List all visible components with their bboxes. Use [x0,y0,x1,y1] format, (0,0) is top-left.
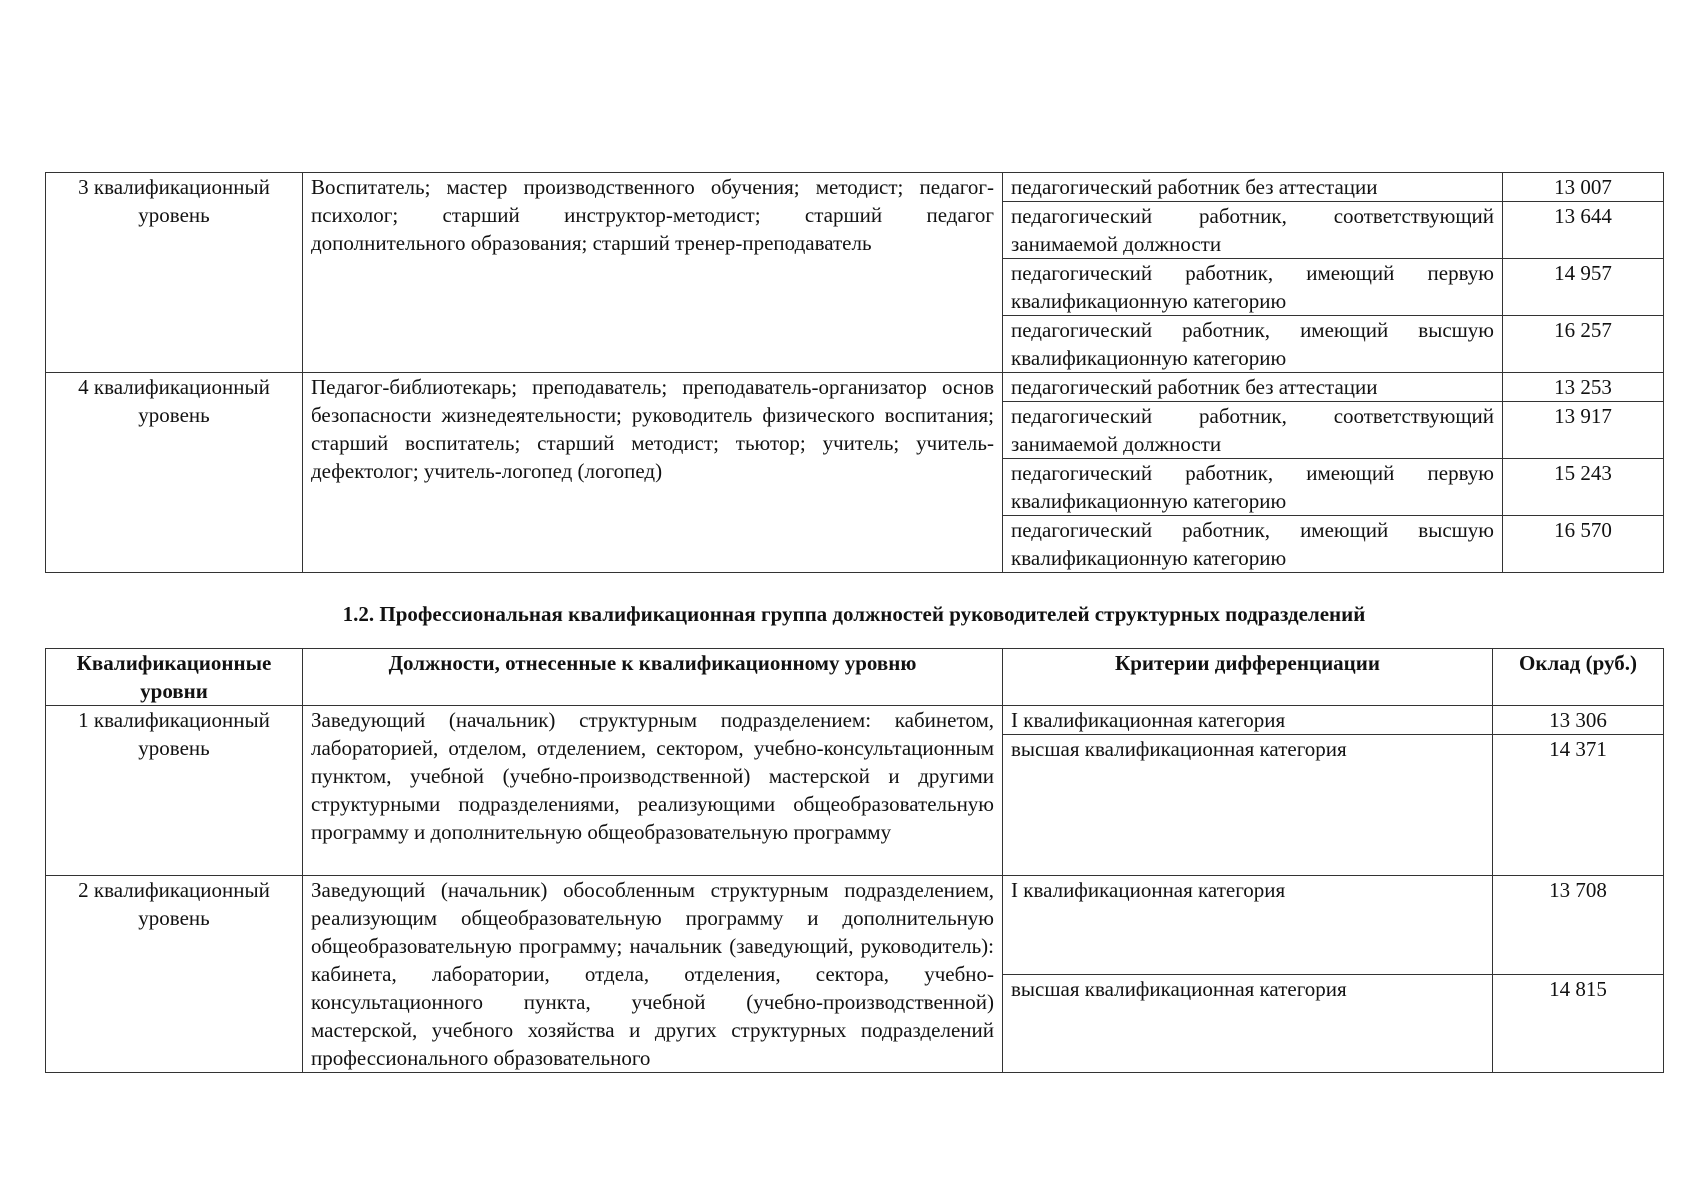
criteria-cell: педагогический работник без аттестации [1003,173,1503,202]
table-row [46,173,1664,202]
header-criteria: Критерии дифференциации [1003,649,1493,706]
salary-cell: 13 306 [1493,706,1664,735]
level-cell: 1 квалификационный уровень [46,706,303,876]
criteria-cell: педагогический работник, соответствующий занимаемой должности [1003,402,1503,459]
salary-cell: 16 570 [1503,516,1664,573]
table-row [46,706,1664,735]
salary-table-continuation [45,172,1664,573]
section-title: 1.2. Профессиональная квалификационная группа должностей руководителей структурных подразделений [342,602,1366,626]
table-row [46,876,1664,975]
salary-cell: 14 957 [1503,259,1664,316]
header-salary: Оклад (руб.) [1493,649,1664,706]
criteria-cell: I квалификационная категория [1003,876,1493,975]
criteria-cell: педагогический работник, имеющий первую квалификационную категорию [1003,459,1503,516]
salary-cell: 13 917 [1503,402,1664,459]
positions-cell: Заведующий (начальник) структурным подразделением: кабинетом, лабораторией, отделом, отделением, сектором, учебно-консультационным пунктом, учебной (учебно-производственной) мастерской и другими структурными подразделениями, реализующими общеобразовательную программу и дополнительную общеобразовательную программу [303,706,1003,876]
table-row [46,373,1664,402]
salary-cell: 13 708 [1493,876,1664,975]
salary-cell: 16 257 [1503,316,1664,373]
criteria-cell: I квалификационная категория [1003,706,1493,735]
salary-table-heads-of-units [45,648,1664,1073]
criteria-cell: высшая квалификационная категория [1003,735,1493,876]
criteria-cell: педагогический работник без аттестации [1003,373,1503,402]
criteria-cell: высшая квалификационная категория [1003,974,1493,1073]
salary-cell: 13 007 [1503,173,1664,202]
salary-cell: 14 815 [1493,974,1664,1073]
header-positions: Должности, отнесенные к квалификационному уровню [303,649,1003,706]
level-cell: 4 квалификационный уровень [46,373,303,573]
level-cell: 3 квалификационный уровень [46,173,303,373]
table-header-row [46,649,1664,706]
positions-cell: Педагог-библиотекарь; преподаватель; преподаватель-организатор основ безопасности жизнедеятельности; руководитель физического воспитания; старший воспитатель; старший методист; тьютор; учитель; учитель-дефектолог; учитель-логопед (логопед) [303,373,1003,573]
salary-cell: 15 243 [1503,459,1664,516]
level-cell: 2 квалификационный уровень [46,876,303,1073]
salary-cell: 13 253 [1503,373,1664,402]
header-levels: Квалификационные уровни [46,649,303,706]
criteria-cell: педагогический работник, имеющий высшую квалификационную категорию [1003,316,1503,373]
positions-cell: Заведующий (начальник) обособленным структурным подразделением, реализующим общеобразовательную программу и дополнительную общеобразовательную программу; начальник (заведующий, руководитель): кабинета, лаборатории, отдела, отделения, сектора, учебно-консультационного пункта, учебной (учебно-производственной) мастерской, учебного хозяйства и других структурных подразделений профессионального образовательного [303,876,1003,1073]
salary-cell: 14 371 [1493,735,1664,876]
salary-cell: 13 644 [1503,202,1664,259]
criteria-cell: педагогический работник, имеющий высшую квалификационную категорию [1003,516,1503,573]
criteria-cell: педагогический работник, имеющий первую квалификационную категорию [1003,259,1503,316]
positions-cell: Воспитатель; мастер производственного обучения; методист; педагог-психолог; старший инструктор-методист; старший педагог дополнительного образования; старший тренер-преподаватель [303,173,1003,373]
criteria-cell: педагогический работник, соответствующий занимаемой должности [1003,202,1503,259]
